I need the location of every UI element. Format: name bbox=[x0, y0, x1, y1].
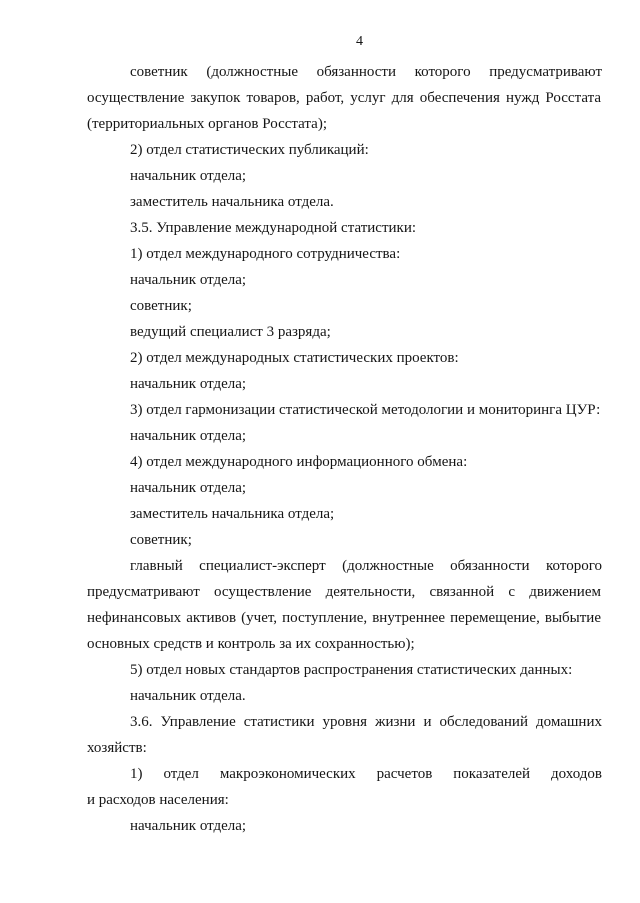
text-line: заместитель начальника отдела. bbox=[130, 194, 334, 210]
text-line: начальник отдела. bbox=[130, 688, 246, 704]
page-number: 4 bbox=[356, 34, 363, 49]
text-line: 5) отдел новых стандартов распространения статистических данных: bbox=[130, 662, 573, 678]
text-line: 3) отдел гармонизации статистической методологии и мониторинга ЦУР: bbox=[130, 402, 601, 418]
text-line: начальник отдела; bbox=[130, 168, 247, 184]
text-line: советник (должностные обязанности которого предусматривают bbox=[130, 64, 602, 80]
text-line: начальник отдела; bbox=[130, 376, 247, 392]
text-line: нефинансовых активов (учет, поступление, внутреннее перемещение, выбытие bbox=[87, 610, 601, 626]
text-line: предусматривают осуществление деятельности, связанной с движением bbox=[87, 584, 601, 600]
text-line: начальник отдела; bbox=[130, 272, 247, 288]
text-line: основных средств и контроль за их сохранностью); bbox=[87, 636, 415, 652]
text-line: 1) отдел международного сотрудничества: bbox=[130, 246, 401, 262]
text-line: начальник отдела; bbox=[130, 818, 247, 834]
text-line: и расходов населения: bbox=[87, 792, 229, 808]
text-line: советник; bbox=[130, 532, 192, 548]
text-line: (территориальных органов Росстата); bbox=[87, 116, 327, 132]
text-line: осуществление закупок товаров, работ, услуг для обеспечения нужд Росстата bbox=[87, 90, 601, 106]
section-heading: 3.6. Управление статистики уровня жизни и обследований домашних bbox=[130, 714, 602, 730]
text-line: 1) отдел макроэкономических расчетов показателей доходов bbox=[130, 766, 602, 782]
text-line: заместитель начальника отдела; bbox=[130, 506, 335, 522]
text-line: главный специалист-эксперт (должностные обязанности которого bbox=[130, 558, 602, 574]
text-line: хозяйств: bbox=[87, 740, 147, 756]
section-heading: 3.5. Управление международной статистики: bbox=[130, 220, 417, 236]
text-line: 2) отдел статистических публикаций: bbox=[130, 142, 369, 158]
text-line: ведущий специалист 3 разряда; bbox=[130, 324, 331, 340]
text-line: советник; bbox=[130, 298, 192, 314]
text-line: 4) отдел международного информационного обмена: bbox=[130, 454, 468, 470]
text-line: 2) отдел международных статистических проектов: bbox=[130, 350, 459, 366]
text-line: начальник отдела; bbox=[130, 480, 247, 496]
text-line: начальник отдела; bbox=[130, 428, 247, 444]
